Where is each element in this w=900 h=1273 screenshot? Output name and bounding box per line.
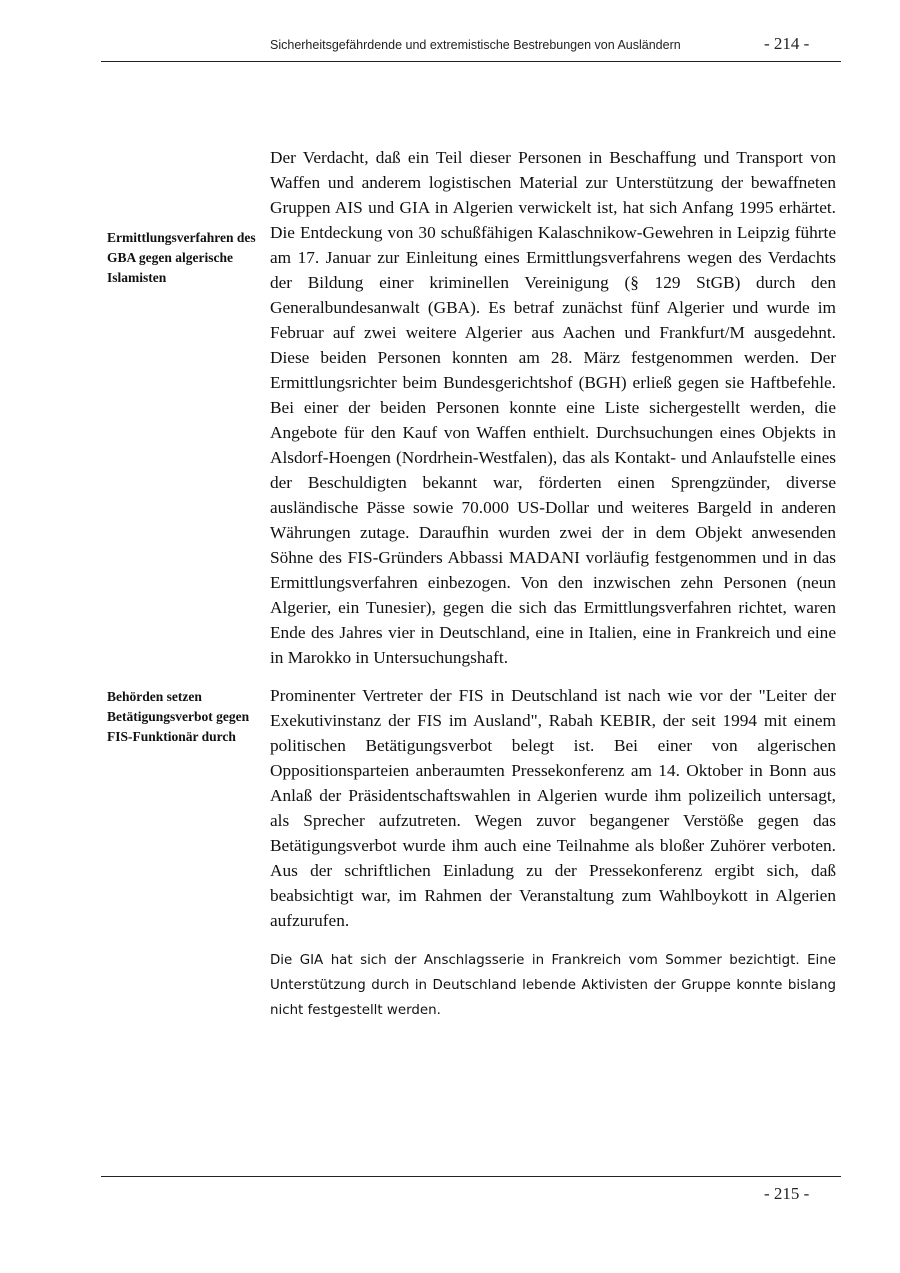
- margin-note-ermittlungsverfahren: Ermittlungsverfahren des GBA gegen algerische Islamisten: [107, 230, 256, 285]
- paragraph-betaetigungsverbot: Prominenter Vertreter der FIS in Deutschland ist nach wie vor der "Leiter der Exekutivinstanz der FIS im Ausland", Rabah KEBIR, der seit 1994 mit einem politischen Betätigungsverbot belegt ist. Bei einer von algerischen Oppositionsparteien anberaumten Pressekonferenz am 14. Oktober in Bonn aus Anlaß der Präsidentschaftswahlen in Algerien wurde ihm polizeilich untersagt, als Sprecher aufzutreten. Wegen zuvor begangener Verstöße gegen das Betätigungsverbot wurde ihm auch eine Teilnahme als bloßer Zuhörer verboten. Aus der schriftlichen Einladung zu der Pressekonferenz ergibt sich, daß beabsichtigt war, im Rahmen der Veranstaltung zum Wahlboykott in Algerien aufzurufen.: [270, 686, 836, 930]
- header-title: Sicherheitsgefährdende und extremistische Bestrebungen von Ausländern: [270, 38, 681, 52]
- header-rule: [101, 61, 841, 62]
- margin-note-betaetigungsverbot: Behörden setzen Betätigungsverbot gegen FIS-Funktionär durch: [107, 689, 250, 744]
- paragraph-gia: Die GIA hat sich der Anschlagsserie in Frankreich vom Sommer bezichtigt. Eine Unterstützung durch in Deutschland lebende Aktivisten der Gruppe konnte bislang nicht festgestellt werden.: [270, 953, 836, 1018]
- header-page-number: - 214 -: [764, 34, 810, 53]
- footer-rule: [101, 1176, 841, 1177]
- footer-page-number: - 215 -: [764, 1184, 810, 1203]
- paragraph-ermittlungsverfahren: Der Verdacht, daß ein Teil dieser Personen in Beschaffung und Transport von Waffen und anderem logistischen Material zur Unterstützung der bewaffneten Gruppen AIS und GIA in Algerien verwickelt ist, hat sich Anfang 1995 erhärtet. Die Entdeckung von 30 schußfähigen Kalaschnikow-Gewehren in Leipzig führte am 17. Januar zur Einleitung eines Ermittlungsverfahrens wegen des Verdachts der Bildung einer kriminellen Vereinigung (§ 129 StGB) durch den Generalbundesanwalt (GBA). Es betraf zunächst fünf Algerier und wurde im Februar auf zwei weitere Algerier aus Aachen und Frankfurt/M ausgedehnt. Diese beiden Personen konnten am 28. März festgenommen werden. Der Ermittlungsrichter beim Bundesgerichtshof (BGH) erließ gegen sie Haftbefehle. Bei einer der beiden Personen konnte eine Liste sichergestellt werden, die Angebote für den Kauf von Waffen enthielt. Durchsuchungen eines Objekts in Alsdorf-Hoengen (Nordrhein-Westfalen), das als Kontakt- und Anlaufstelle eines der Beschuldigten bekannt war, förderten einen Sprengzünder, diverse ausländische Pässe sowie 70.000 US-Dollar und weiteres Bargeld in anderen Währungen zutage. Daraufhin wurden zwei der in dem Objekt anwesenden Söhne des FIS-Gründers Abbassi MADANI vorläufig festgenommen und in das Ermittlungsverfahren einbezogen. Von den inzwischen zehn Personen (neun Algerier, ein Tunesier), gegen die sich das Ermittlungsverfahren richtet, waren Ende des Jahres vier in Deutschland, eine in Italien, eine in Frankreich und eine in Marokko in Untersuchungshaft.: [270, 148, 836, 667]
